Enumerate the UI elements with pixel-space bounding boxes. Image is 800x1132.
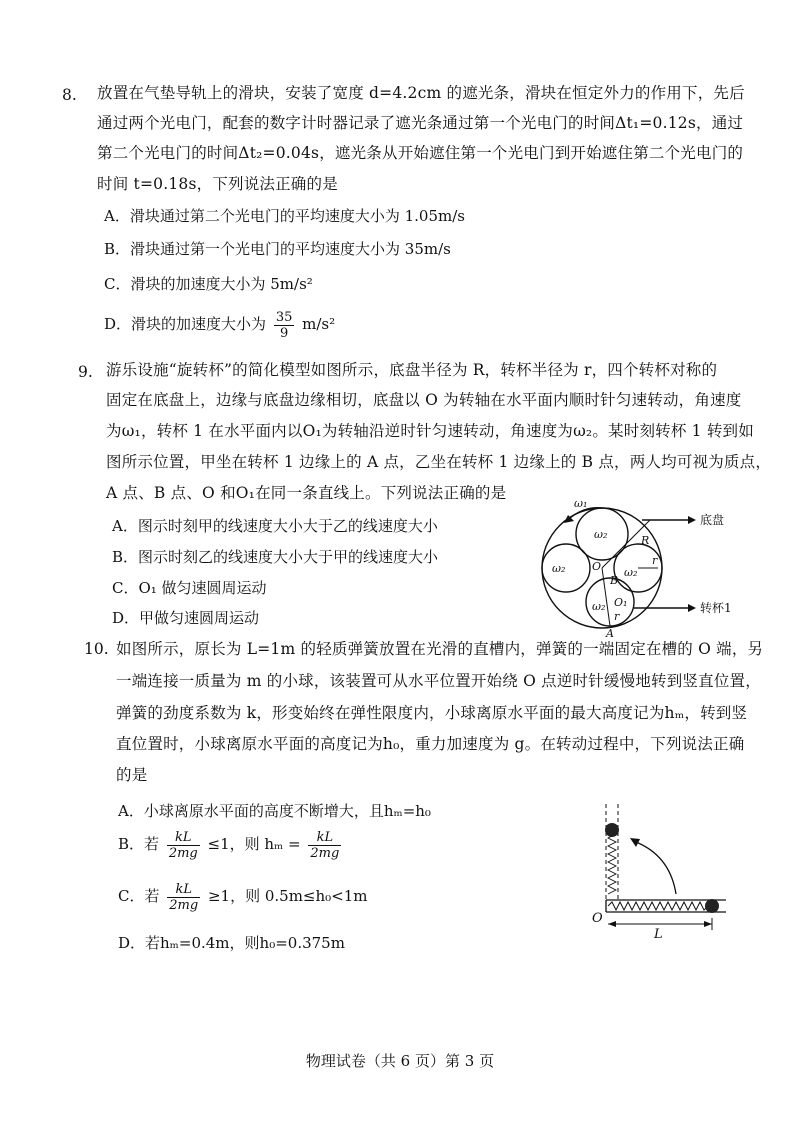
axis-line	[602, 568, 610, 626]
q8-number: 8.	[62, 86, 77, 104]
rotation-arc	[636, 842, 676, 894]
q9-stem-line-5: A 点、B 点、O 和O₁在同一条直线上。下列说法正确的是	[106, 484, 507, 502]
q9-stem-line-1: 游乐设施“旋转杯”的简化模型如图所示，底盘半径为 R，转杯半径为 r，四个转杯对称的	[106, 361, 718, 379]
frac-denominator: 2mg	[168, 845, 198, 861]
frac-numerator: kL	[308, 830, 341, 846]
omega2-label-left: ω₂	[552, 562, 566, 575]
omega2-label-top: ω₂	[594, 528, 608, 541]
q10-option-a: A．小球离原水平面的高度不断增大，且hₘ=h₀	[118, 802, 431, 820]
length-arrow-left	[608, 921, 616, 927]
q8-option-d-fraction	[274, 310, 295, 341]
omega2-label-right: ω₂	[624, 566, 638, 579]
q10-option-c-prefix: C．若	[118, 887, 160, 905]
q9-option-b: B．图示时刻乙的线速度大小大于甲的线速度大小	[112, 548, 439, 566]
q10-option-c-fraction	[167, 882, 200, 913]
B-label: B	[610, 574, 619, 587]
q10-option-b-fraction-left	[167, 830, 200, 861]
cup1-pointer-arrowhead	[688, 604, 696, 612]
R-label: R	[641, 534, 650, 547]
q10-stem-line-5: 的是	[116, 766, 148, 784]
q10-stem-line-4: 直位置时，小球离原水平面的高度记为h₀，重力加速度为 g。在转动过程中，下列说法正确	[116, 735, 745, 753]
q9-stem-line-2: 固定在底盘上，边缘与底盘边缘相切，底盘以 O 为转轴在水平面内顺时针匀速转动，角速度	[106, 391, 742, 409]
q8-option-d	[104, 304, 335, 344]
q9-option-d: D．甲做匀速圆周运动	[112, 609, 260, 627]
q8-option-c: C．滑块的加速度大小为 5m/s²	[104, 275, 313, 293]
q8-option-d-suffix: m/s²	[302, 315, 336, 333]
q8-stem-line-4: 时间 t=0.18s，下列说法正确的是	[97, 175, 338, 193]
A-label: A	[606, 627, 614, 640]
q10-figure-spring-groove	[590, 798, 730, 940]
frac-numerator: kL	[167, 882, 200, 898]
q10-option-c	[118, 876, 368, 916]
vertical-spring	[608, 834, 616, 894]
q10-option-d: D．若hₘ=0.4m，则h₀=0.375m	[118, 934, 345, 952]
q10-option-b	[118, 824, 344, 864]
q10-option-c-suffix: ≥1，则 0.5m≤h₀<1m	[207, 887, 368, 905]
q8-stem-line-1: 放置在气垫导轨上的滑块，安装了宽度 d=4.2cm 的遮光条，滑块在恒定外力的作用下，先后	[97, 84, 745, 102]
q9-stem-line-3: 为ω₁，转杯 1 在水平面内以O₁为转轴沿逆时针匀速转动，角速度为ω₂。某时刻转杯 1 转到如	[106, 422, 754, 440]
cup-left	[542, 544, 590, 592]
q10-stem-line-1: 如图所示，原长为 L=1m 的轻质弹簧放置在光滑的直槽内，弹簧的一端固定在槽的 O 端，另	[116, 640, 764, 658]
L-label: L	[654, 927, 663, 940]
q8-option-d-prefix: D．滑块的加速度大小为	[104, 315, 267, 333]
q9-figure-rotating-cups	[530, 496, 770, 646]
r-label-cup1: r	[614, 610, 620, 623]
base-pointer-arrowhead	[688, 516, 696, 524]
q9-option-a: A．图示时刻甲的线速度大小大于乙的线速度大小	[112, 517, 438, 535]
q9-stem-line-4: 图所示位置，甲坐在转杯 1 边缘上的 A 点，乙坐在转杯 1 边缘上的 B 点，两人均可视为质点，	[106, 453, 772, 471]
O-label: O	[592, 560, 602, 573]
horizontal-spring	[608, 902, 708, 910]
q10-number: 10.	[84, 640, 109, 658]
q8-stem-line-3: 第二个光电门的时间Δt₂=0.04s，遮光条从开始遮住第一个光电门到开始遮住第二个光电门的	[97, 144, 744, 162]
q10-option-b-fraction-right	[308, 830, 341, 861]
frac-numerator: kL	[167, 830, 200, 846]
q10-stem-line-3: 弹簧的劲度系数为 k，形变始终在弹性限度内，小球离原水平面的最大高度记为hₘ，转到竖	[116, 704, 748, 722]
q9-number: 9.	[78, 363, 93, 381]
O-label: O	[592, 911, 603, 926]
cup1-label: 转杯1	[700, 601, 732, 615]
frac-denominator: 2mg	[310, 845, 340, 861]
q10-option-b-prefix: B．若	[118, 835, 160, 853]
omega2-label-cup1: ω₂	[592, 600, 606, 613]
r-label-right: r	[652, 554, 658, 567]
q8-stem-line-2: 通过两个光电门，配套的数字计时器记录了遮光条通过第一个光电门的时间Δt₁=0.12s，通过	[97, 114, 744, 132]
base-label: 底盘	[700, 513, 725, 527]
O1-label: O₁	[614, 596, 628, 609]
q8-option-b: B．滑块通过第一个光电门的平均速度大小为 35m/s	[104, 240, 451, 258]
q8-option-a: A．滑块通过第二个光电门的平均速度大小为 1.05m/s	[104, 207, 465, 225]
q8-option-d-denominator: 9	[279, 325, 289, 341]
q10-stem-line-2: 一端连接一质量为 m 的小球，该装置可从水平位置开始绕 O 点逆时针缓慢地转到竖直位置，	[116, 672, 761, 690]
length-arrow-right	[704, 921, 712, 927]
frac-denominator: 2mg	[169, 897, 199, 913]
page-footer: 物理试卷（共 6 页）第 3 页	[305, 1052, 495, 1070]
ball-top	[605, 823, 619, 837]
q8-option-d-numerator: 35	[275, 309, 293, 325]
q10-option-b-mid: ≤1，则 hₘ =	[207, 835, 301, 853]
q9-option-c: C．O₁ 做匀速圆周运动	[112, 579, 267, 597]
omega1-label: ω₁	[574, 497, 588, 510]
ball-right	[705, 899, 719, 913]
